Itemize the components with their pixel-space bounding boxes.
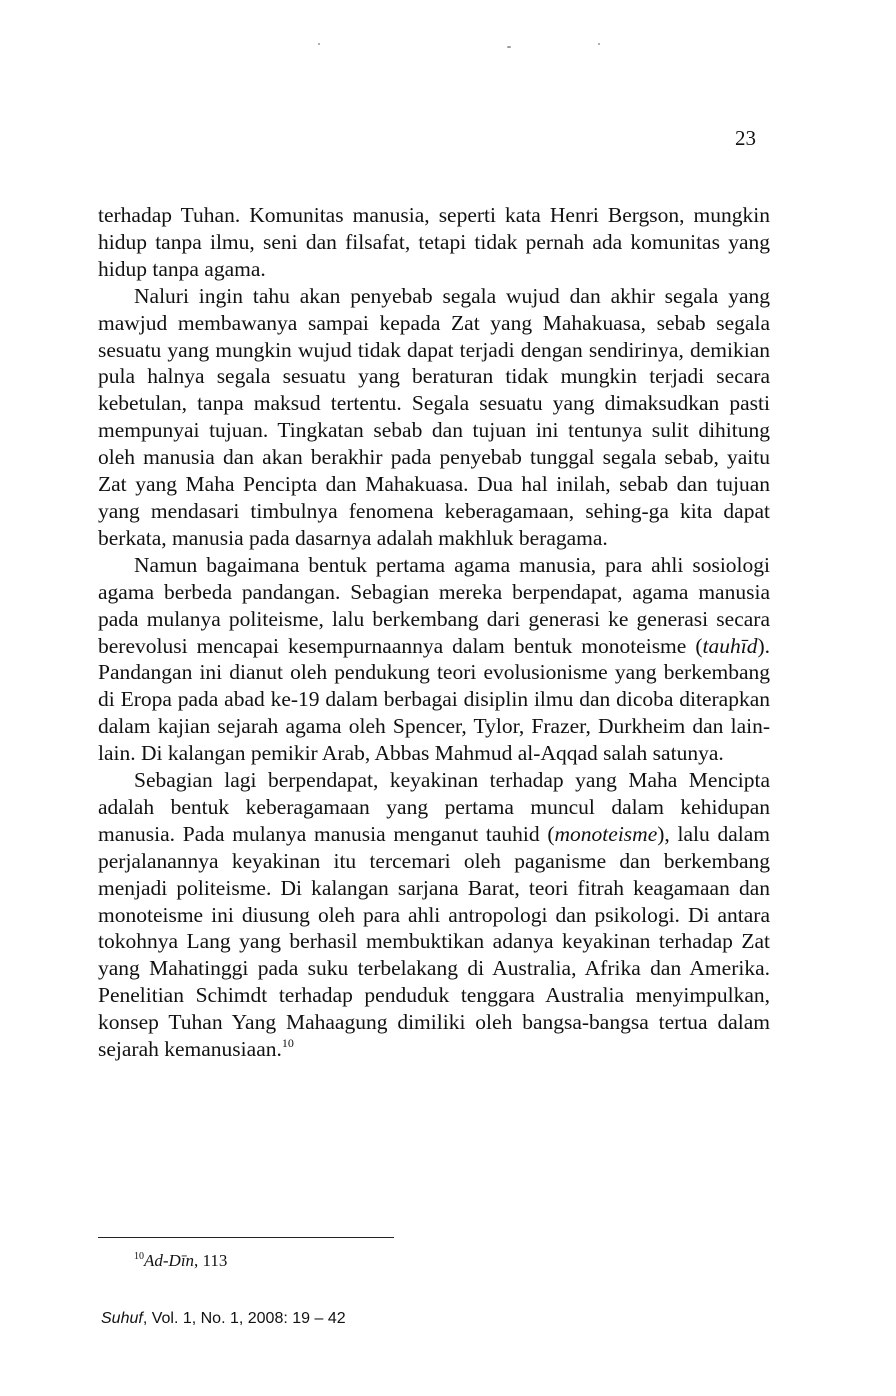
paragraph [98, 552, 770, 767]
footnote-divider [98, 1237, 394, 1238]
scan-speck [507, 46, 511, 48]
page-number: 23 [735, 126, 756, 150]
italic-term: tauhīd [702, 633, 758, 658]
text-run: ). Pandangan ini dianut oleh pendukung teori evolusionisme yang berkembang di Eropa pada abad ke-19 dalam berbagai disiplin ilmu dan dicoba diterapkan dalam kajian sejarah agama oleh Spencer, Tylor, Frazer, Durkheim dan lain-lain. Di kalangan pemikir Arab, Abbas Mahmud al-Aqqad salah satunya. [98, 633, 770, 766]
text-run: Sebagian lagi berpendapat, keyakinan terhadap yang Maha Mencipta adalah bentuk keberagamaan yang pertama muncul dalam kehidupan manusia. Pada mulanya manusia menganut tauhid ( [98, 768, 770, 846]
footnote-reference: 10 [281, 1036, 294, 1051]
footnote-marker: 10 [134, 1251, 144, 1262]
footnote [134, 1251, 227, 1271]
paragraph [98, 767, 770, 1063]
footnote-page: , 113 [194, 1251, 228, 1270]
journal-details: , Vol. 1, No. 1, 2008: 19 – 42 [142, 1310, 346, 1327]
journal-name: Suhuf [101, 1310, 143, 1327]
journal-footer [101, 1310, 346, 1328]
scan-speck [598, 43, 600, 45]
italic-term: monoteisme [554, 821, 658, 846]
text-run: Namun bagaimana bentuk pertama agama manusia, para ahli sosiologi agama berbeda pandangan. Sebagian mereka berpendapat, agama manusia pada mulanya politeisme, lalu berkembang dari generasi ke generasi secara berevolusi mencapai kesempurnaannya dalam bentuk monoteisme ( [98, 552, 770, 658]
body-text [98, 202, 770, 1063]
scan-speck [318, 43, 320, 45]
paragraph [98, 202, 770, 283]
paragraph [98, 283, 770, 552]
text-run: terhadap Tuhan. Komunitas manusia, seperti kata Henri Bergson, mungkin hidup tanpa ilmu, seni dan filsafat, tetapi tidak pernah ada komunitas yang hidup tanpa agama. [98, 203, 770, 281]
text-run: Naluri ingin tahu akan penyebab segala wujud dan akhir segala yang mawjud membawanya sampai kepada Zat yang Mahakuasa, sebab segala sesuatu yang mungkin wujud tidak dapat terjadi dengan sendirinya, demikian pula halnya segala sesuatu yang beraturan tidak mungkin terjadi secara kebetulan, tanpa maksud tertentu. Segala sesuatu yang dimaksudkan pasti mempunyai tujuan. Tingkatan sebab dan tujuan ini tentunya sulit dihitung oleh manusia dan akan berakhir pada penyebab tunggal segala sebab, yaitu Zat yang Maha Pencipta dan Mahakuasa. Dua hal inilah, sebab dan tujuan yang mendasari timbulnya fenomena keberagamaan, sehing-ga kita dapat berkata, manusia pada dasarnya adalah makhluk beragama. [98, 283, 770, 550]
footnote-source: Ad-Dīn [144, 1251, 195, 1270]
text-run: ), lalu dalam perjalanannya keyakinan itu tercemari oleh paganisme dan berkembang menjadi politeisme. Di kalangan sarjana Barat, teori fitrah keagamaan dan monoteisme ini diusung oleh para ahli antropologi dan psikologi. Di antara tokohnya Lang yang berhasil membuktikan adanya keyakinan terhadap Zat yang Mahatinggi pada suku terbelakang di Australia, Afrika dan Amerika. Penelitian Schimdt terhadap penduduk tenggara Australia menyimpulkan, konsep Tuhan Yang Mahaagung dimiliki oleh bangsa-bangsa tertua dalam sejarah kemanusiaan. [98, 821, 770, 1062]
